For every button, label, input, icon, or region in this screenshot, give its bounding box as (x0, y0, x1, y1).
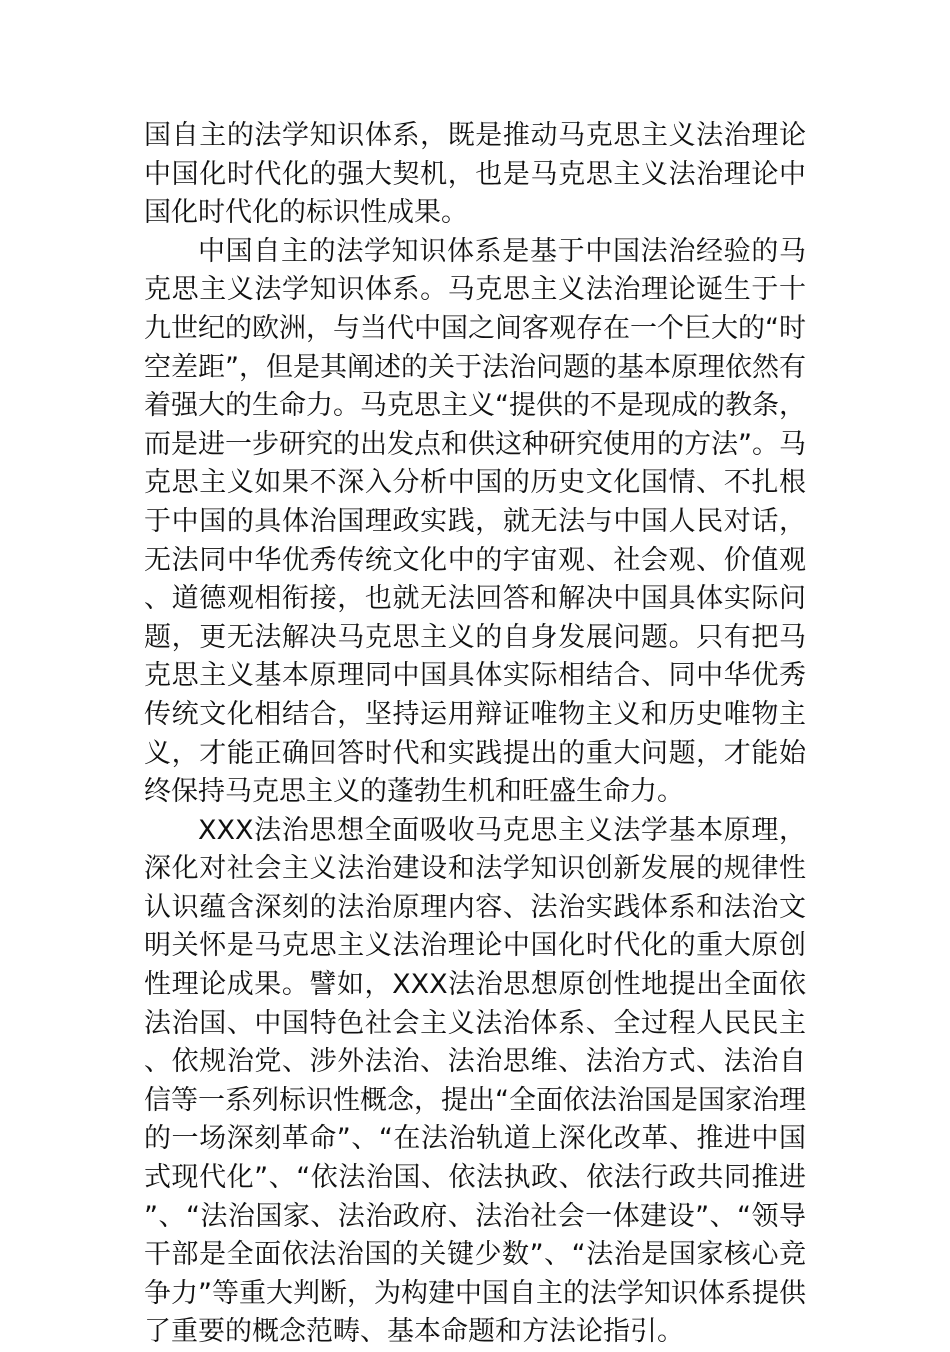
document-page (144, 117, 806, 1352)
paragraph-continuation: 国自主的法学知识体系，既是推动马克思主义法治理论中国化时代化的强大契机，也是马克思主义法治理论中国化时代化的标识性成果。 (144, 120, 806, 229)
paragraph-rule-of-law-thought: XXX法治思想全面吸收马克思主义法学基本原理，深化对社会主义法治建设和法学知识创新发展的规律性认识蕴含深刻的法治原理内容、法治实践体系和法治文明关怀是马克思主义法治理论中国化时代化的重大原创性理论成果。譬如，XXX法治思想原创性地提出全面依法治国、中国特色社会主义法治体系、全过程人民民主、依规治党、涉外法治、法治思维、法治方式、法治自信等一系列标识性概念，提出“全面依法治国是国家治理的一场深刻革命”、“在法治轨道上深化改革、推进中国式现代化”、“依法治国、依法执政、依法行政共同推进”、“法治国家、法治政府、法治社会一体建设”、“领导干部是全面依法治国的关键少数”、“法治是国家核心竞争力”等重大判断，为构建中国自主的法学知识体系提供了重要的概念范畴、基本命题和方法论指引。 (144, 814, 806, 1348)
paragraph-knowledge-system: 中国自主的法学知识体系是基于中国法治经验的马克思主义法学知识体系。马克思主义法治理论诞生于十九世纪的欧洲，与当代中国之间客观存在一个巨大的“时空差距”，但是其阐述的关于法治问题的基本原理依然有着强大的生命力。马克思主义“提供的不是现成的教条，而是进一步研究的出发点和供这种研究使用的方法”。马克思主义如果不深入分析中国的历史文化国情、不扎根于中国的具体治国理政实践，就无法与中国人民对话，无法同中华优秀传统文化中的宇宙观、社会观、价值观、道德观相衔接，也就无法回答和解决中国具体实际问题，更无法解决马克思主义的自身发展问题。只有把马克思主义基本原理同中国具体实际相结合、同中华优秀传统文化相结合，坚持运用辩证唯物主义和历史唯物主义，才能正确回答时代和实践提出的重大问题，才能始终保持马克思主义的蓬勃生机和旺盛生命力。 (144, 235, 806, 808)
